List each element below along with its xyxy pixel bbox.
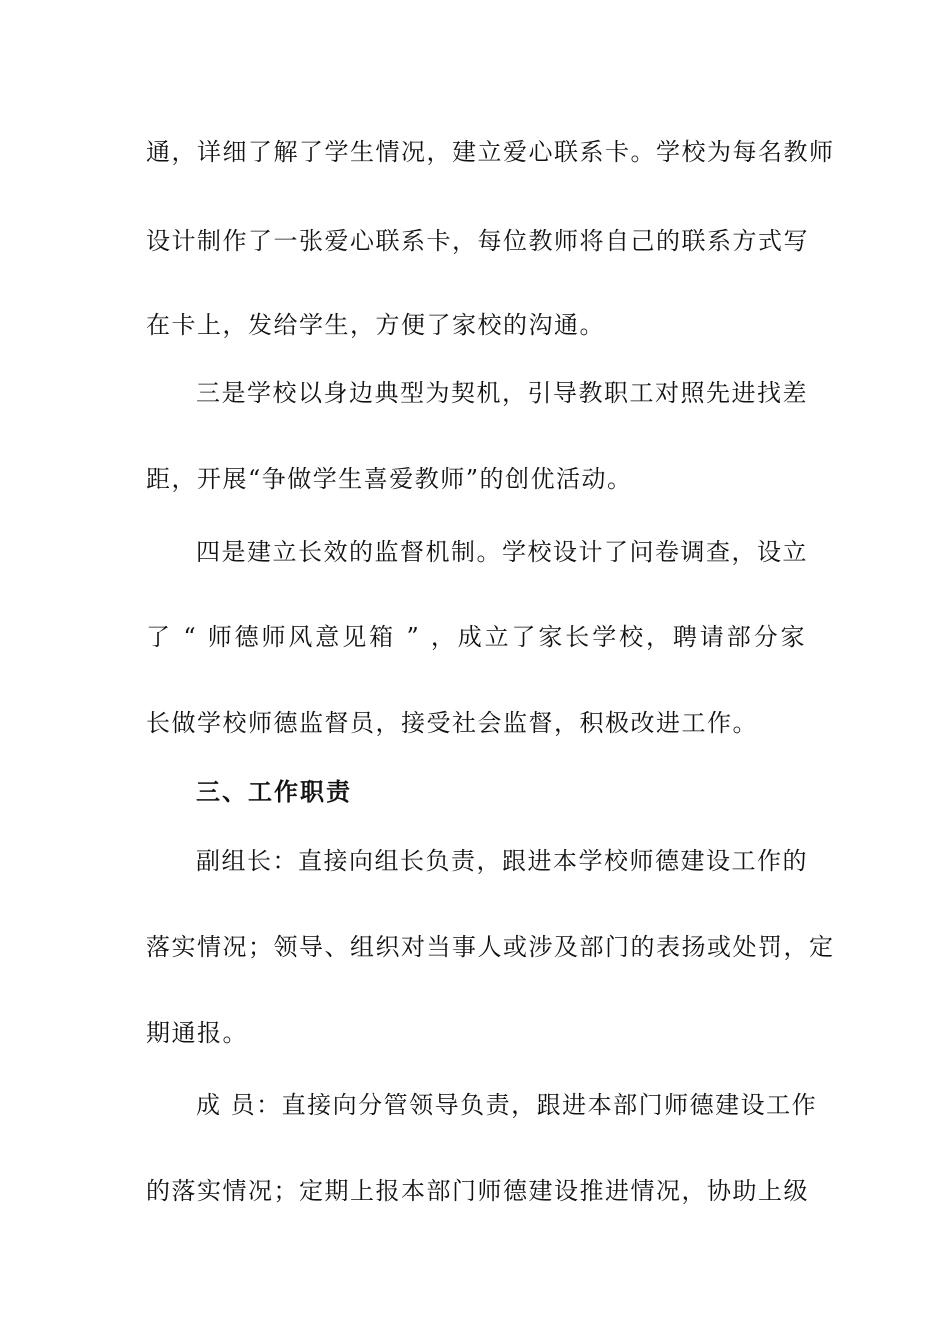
paragraph-line: 距，开展“争做学生喜爱教师”的创优活动。 [146, 465, 633, 493]
paragraph-line: 设计制作了一张爱心联系卡，每位教师将自己的联系方式写 [146, 227, 809, 255]
paragraph-line: 三是学校以身边典型为契机，引导教职工对照先进找差 [196, 379, 808, 407]
paragraph-line: 通，详细了解了学生情况，建立爱心联系卡。学校为每名教师 [146, 138, 835, 166]
paragraph-line: 副组长：直接向组长负责，跟进本学校师德建设工作的 [196, 847, 808, 875]
paragraph-line: 成 员：直接向分管领导负责，跟进本部门师德建设工作 [196, 1091, 818, 1119]
paragraph-line: 四是建立长效的监督机制。学校设计了问卷调查，设立 [196, 538, 808, 566]
paragraph-line: 落实情况；领导、组织对当事人或涉及部门的表扬或处罚，定 [146, 933, 835, 961]
paragraph-line: 在卡上，发给学生，方便了家校的沟通。 [146, 311, 605, 339]
paragraph-line: 长做学校师德监督员，接受社会监督，积极改进工作。 [146, 709, 758, 737]
paragraph-line: 期通报。 [146, 1019, 248, 1047]
paragraph-line: 的落实情况；定期上报本部门师德建设推进情况，协助上级 [146, 1177, 809, 1205]
section-heading: 三、工作职责 [196, 778, 352, 806]
paragraph-line: 了 “ 师德师风意见箱 ” ，成立了家长学校，聘请部分家 [146, 623, 806, 651]
